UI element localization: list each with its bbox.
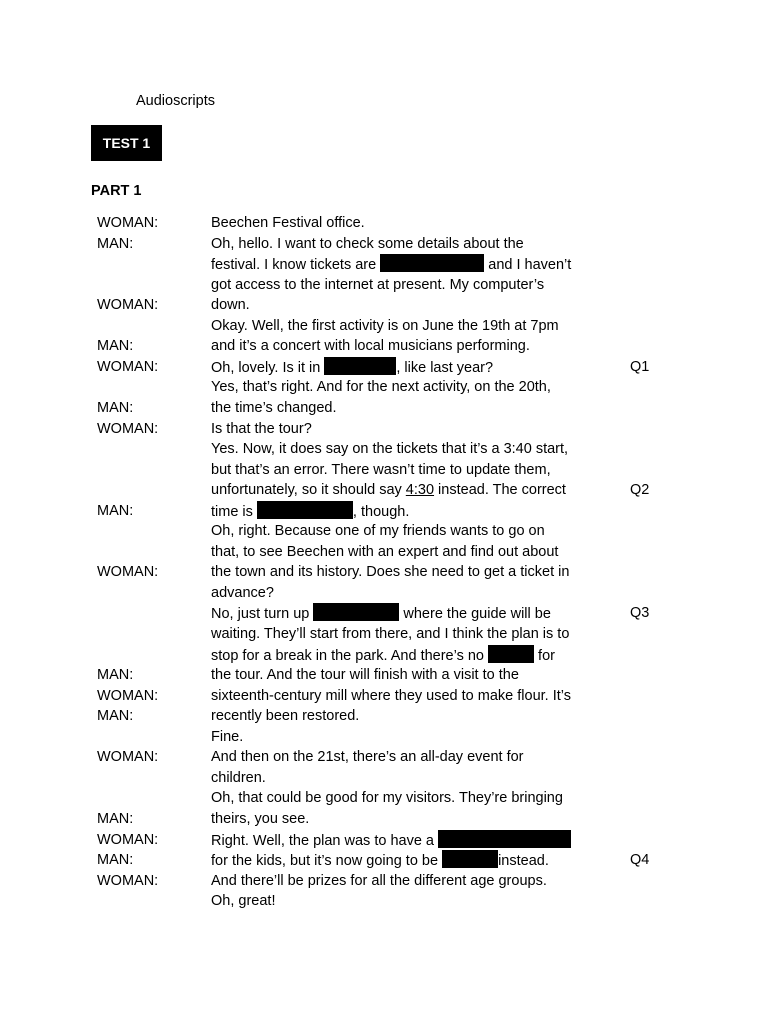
text-segment: Oh, that could be good for my visitors. They’re bringing bbox=[211, 790, 563, 807]
transcript-line bbox=[0, 460, 768, 481]
text-segment: festival. I know tickets are bbox=[211, 257, 381, 274]
speaker-label: WOMAN: bbox=[97, 564, 159, 581]
speaker-label: WOMAN: bbox=[97, 358, 159, 375]
redaction-block bbox=[324, 357, 396, 375]
speaker-label: MAN: bbox=[97, 852, 134, 869]
text-segment: time is bbox=[211, 503, 257, 520]
dialogue-text bbox=[211, 336, 530, 357]
transcript-line bbox=[0, 768, 768, 789]
dialogue-text bbox=[211, 871, 547, 892]
speaker-label: WOMAN: bbox=[97, 749, 159, 766]
dialogue-text bbox=[211, 809, 309, 830]
transcript-line bbox=[0, 521, 768, 542]
transcript-line bbox=[0, 706, 768, 727]
text-segment: instead. The correct bbox=[434, 482, 566, 499]
dialogue-text bbox=[211, 706, 359, 727]
text-segment: Oh, hello. I want to check some details about the bbox=[211, 235, 524, 252]
text-segment: the time’s changed. bbox=[211, 399, 337, 416]
text-segment: Yes, that’s right. And for the next activity, on the 20th, bbox=[211, 379, 551, 396]
text-segment: for bbox=[534, 647, 555, 664]
dialogue-text bbox=[211, 439, 568, 460]
redaction-block bbox=[438, 830, 571, 848]
dialogue-text bbox=[211, 830, 571, 852]
transcript-line bbox=[0, 747, 768, 768]
transcript-line bbox=[0, 439, 768, 460]
transcript-line bbox=[0, 788, 768, 809]
transcript-line bbox=[0, 891, 768, 912]
redaction-block bbox=[442, 850, 498, 868]
transcript-line bbox=[0, 645, 768, 666]
text-segment: Oh, lovely. Is it in bbox=[211, 359, 325, 376]
transcript-line bbox=[0, 665, 768, 686]
transcript-line bbox=[0, 727, 768, 748]
transcript-line bbox=[0, 419, 768, 440]
text-segment: waiting. They’ll start from there, and I think the plan is to bbox=[211, 626, 570, 642]
text-segment: , like last year? bbox=[396, 359, 494, 376]
section-label: Audioscripts bbox=[136, 93, 215, 109]
text-segment: and I haven’t bbox=[484, 257, 572, 274]
speaker-label: WOMAN: bbox=[97, 687, 159, 704]
text-segment: No, just turn up bbox=[211, 606, 314, 623]
transcript-line bbox=[0, 603, 768, 624]
redaction-block bbox=[380, 254, 484, 272]
text-segment: And then on the 21st, there’s an all-day event for bbox=[211, 749, 524, 766]
dialogue-text bbox=[211, 234, 524, 255]
transcript-line bbox=[0, 336, 768, 357]
question-marker: Q1 bbox=[630, 358, 650, 375]
text-segment: where the guide will be bbox=[399, 606, 551, 623]
part-heading: PART 1 bbox=[91, 183, 142, 199]
transcript-line bbox=[0, 213, 768, 234]
dialogue-text bbox=[211, 275, 544, 296]
redaction-block bbox=[488, 645, 534, 663]
dialogue-text bbox=[211, 665, 519, 686]
text-segment: And there’ll be prizes for all the different age groups. bbox=[211, 872, 547, 889]
question-marker: Q3 bbox=[630, 605, 650, 622]
speaker-label: MAN: bbox=[97, 708, 134, 725]
transcript-line bbox=[0, 234, 768, 255]
dialogue-text bbox=[211, 686, 571, 707]
transcript-line bbox=[0, 501, 768, 522]
text-segment: instead. bbox=[498, 853, 549, 870]
transcript-line bbox=[0, 254, 768, 275]
text-segment: but that’s an error. There wasn’t time to update them, bbox=[211, 461, 551, 478]
text-segment: Beechen Festival office. bbox=[211, 215, 365, 231]
transcript-line bbox=[0, 686, 768, 707]
text-segment: Oh, right. Because one of my friends wants to go on bbox=[211, 523, 545, 540]
dialogue-text bbox=[211, 747, 524, 768]
dialogue-text bbox=[211, 768, 266, 789]
transcript-line bbox=[0, 624, 768, 645]
dialogue-text bbox=[211, 213, 365, 234]
transcript-line bbox=[0, 850, 768, 871]
test-heading-box bbox=[91, 125, 162, 161]
text-segment: and it’s a concert with local musicians performing. bbox=[211, 338, 530, 355]
text-segment: recently been restored. bbox=[211, 708, 360, 725]
transcript-line bbox=[0, 398, 768, 419]
dialogue-text bbox=[211, 645, 555, 667]
text-segment: Yes. Now, it does say on the tickets that it’s a 3:40 start, bbox=[211, 441, 569, 458]
dialogue-text bbox=[211, 398, 336, 419]
dialogue-text bbox=[211, 727, 243, 748]
dialogue-text bbox=[211, 357, 493, 379]
dialogue-text bbox=[211, 562, 569, 583]
speaker-label: WOMAN: bbox=[97, 420, 159, 437]
speaker-label: MAN: bbox=[97, 235, 134, 252]
speaker-label: WOMAN: bbox=[97, 215, 159, 231]
text-segment: unfortunately, so it should say bbox=[211, 482, 406, 499]
text-segment: stop for a break in the park. And there’s no bbox=[211, 647, 489, 664]
redaction-block bbox=[257, 501, 353, 519]
transcript-line bbox=[0, 871, 768, 892]
text-segment: sixteenth-century mill where they used to make flour. It’s bbox=[211, 687, 571, 704]
dialogue-text bbox=[211, 542, 558, 563]
text-segment: advance? bbox=[211, 584, 274, 601]
dialogue-text bbox=[211, 624, 569, 645]
question-marker: Q2 bbox=[630, 482, 650, 499]
speaker-label: MAN: bbox=[97, 502, 134, 519]
text-segment: theirs, you see. bbox=[211, 810, 310, 827]
text-segment: that, to see Beechen with an expert and find out about bbox=[211, 543, 559, 560]
text-segment: Right. Well, the plan was to have a bbox=[211, 832, 439, 849]
text-segment: Fine. bbox=[211, 728, 244, 745]
transcript-line bbox=[0, 295, 768, 316]
transcript-line bbox=[0, 542, 768, 563]
text-segment: Oh, great! bbox=[211, 893, 276, 910]
question-marker: Q4 bbox=[630, 852, 650, 869]
speaker-label: WOMAN: bbox=[97, 872, 159, 889]
transcript-line bbox=[0, 275, 768, 296]
speaker-label: MAN: bbox=[97, 810, 134, 827]
dialogue-text bbox=[211, 850, 549, 872]
text-segment: , though. bbox=[352, 503, 410, 520]
dialogue-text bbox=[211, 501, 409, 523]
dialogue-text bbox=[211, 419, 312, 440]
text-segment: the tour. And the tour will finish with a visit to the bbox=[211, 667, 519, 684]
speaker-label: MAN: bbox=[97, 338, 134, 355]
transcript-line bbox=[0, 562, 768, 583]
text-segment: the town and its history. Does she need to get a ticket in bbox=[211, 564, 570, 581]
text-segment: children. bbox=[211, 769, 266, 786]
dialogue-text bbox=[211, 377, 551, 398]
transcript-line bbox=[0, 830, 768, 851]
text-segment: Is that the tour? bbox=[211, 420, 312, 437]
text-segment: Okay. Well, the first activity is on June the 19th at 7pm bbox=[211, 317, 559, 334]
transcript-line bbox=[0, 357, 768, 378]
dialogue-text bbox=[211, 788, 563, 809]
speaker-label: WOMAN: bbox=[97, 297, 159, 314]
dialogue-text bbox=[211, 480, 566, 501]
transcript-line bbox=[0, 316, 768, 337]
underlined-answer: 4:30 bbox=[405, 482, 435, 499]
dialogue-text bbox=[211, 521, 545, 542]
dialogue-text bbox=[211, 254, 571, 276]
speaker-label: MAN: bbox=[97, 399, 134, 416]
speaker-label: WOMAN: bbox=[97, 831, 159, 848]
redaction-block bbox=[313, 603, 399, 621]
text-segment: got access to the internet at present. My computer’s bbox=[211, 276, 545, 293]
dialogue-text bbox=[211, 295, 250, 316]
text-segment: down. bbox=[211, 297, 250, 314]
dialogue-text bbox=[211, 460, 551, 481]
dialogue-text bbox=[211, 583, 274, 604]
test-heading-label: TEST 1 bbox=[102, 135, 151, 151]
transcript-line bbox=[0, 809, 768, 830]
dialogue-text bbox=[211, 316, 559, 337]
speaker-label: MAN: bbox=[97, 667, 134, 684]
dialogue-text bbox=[211, 603, 551, 625]
dialogue-text bbox=[211, 891, 275, 912]
transcript-line bbox=[0, 583, 768, 604]
text-segment: for the kids, but it’s now going to be bbox=[211, 853, 443, 870]
transcript-line bbox=[0, 480, 768, 501]
transcript-line bbox=[0, 377, 768, 398]
